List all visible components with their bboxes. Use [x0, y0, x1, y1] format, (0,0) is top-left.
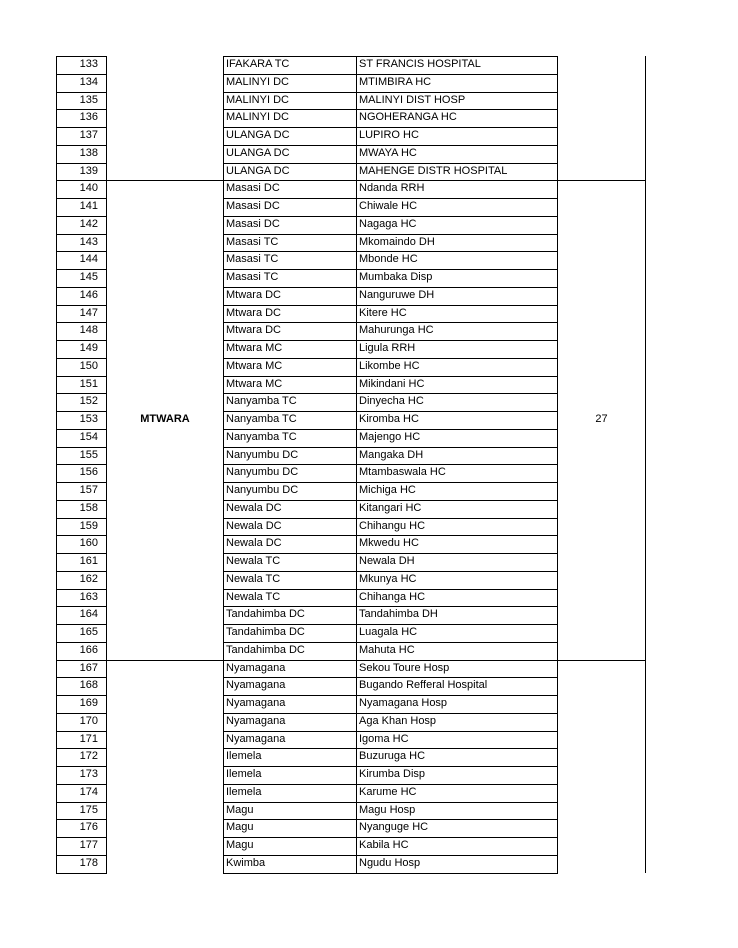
- facility-cell: Mahuta HC: [359, 643, 415, 656]
- facility-cell: Kitere HC: [359, 306, 407, 319]
- district-cell: Nyamagana: [226, 679, 286, 692]
- facility-cell: Majengo HC: [359, 430, 421, 443]
- row-number: 168: [79, 679, 98, 692]
- district-cell: Tandahimba DC: [226, 626, 305, 638]
- row-number: 158: [79, 501, 98, 514]
- row-number: 150: [79, 359, 98, 372]
- row-divider: [223, 873, 558, 874]
- district-cell: Masasi DC: [226, 182, 280, 195]
- district-cell: MALINYI DC: [226, 75, 289, 88]
- row-number: 172: [79, 750, 98, 763]
- district-cell: Nanyamba TC: [226, 413, 297, 425]
- row-number: 148: [79, 324, 98, 337]
- row-number: 151: [79, 377, 98, 390]
- facility-cell: Mumbaka Disp: [359, 271, 433, 283]
- facility-cell: Chihangu HC: [359, 519, 426, 532]
- group-divider: [106, 180, 223, 181]
- district-cell: Nyamagana: [226, 697, 286, 709]
- row-number: 139: [79, 164, 98, 177]
- row-number: 138: [79, 146, 98, 159]
- facility-cell: Buzuruga HC: [359, 750, 426, 763]
- row-number: 171: [79, 732, 98, 745]
- facility-cell: Mkomaindo DH: [359, 235, 435, 248]
- group-divider: [557, 660, 646, 661]
- facility-cell: MAHENGE DISTR HOSPITAL: [359, 164, 508, 177]
- facility-cell: Mtambaswala HC: [359, 466, 446, 479]
- row-number: 135: [79, 93, 98, 106]
- facility-cell: Kiromba HC: [359, 413, 419, 425]
- district-cell: Masasi TC: [226, 235, 279, 248]
- district-cell: Nanyumbu DC: [226, 466, 299, 479]
- district-cell: Kwimba: [226, 856, 266, 869]
- facility-cell: Nanguruwe DH: [359, 288, 435, 301]
- district-cell: Masasi TC: [226, 271, 279, 283]
- district-cell: Ilemela: [226, 785, 262, 798]
- facility-cell: Aga Khan Hosp: [359, 714, 437, 727]
- row-number: 153: [79, 413, 98, 425]
- count-right-line: [645, 56, 646, 873]
- district-cell: Nyamagana: [226, 714, 286, 727]
- district-cell: MALINYI DC: [226, 93, 289, 106]
- row-number: 152: [79, 395, 98, 408]
- facility-cell: Karume HC: [359, 785, 417, 798]
- facility-cell: Michiga HC: [359, 484, 416, 496]
- row-number: 146: [79, 288, 98, 301]
- district-cell: Newala DC: [226, 537, 282, 550]
- facility-cell: Luagala HC: [359, 626, 418, 638]
- row-number: 163: [79, 590, 98, 603]
- district-cell: ULANGA DC: [226, 129, 290, 141]
- row-number: 154: [79, 430, 98, 443]
- district-cell: Nanyumbu DC: [226, 484, 299, 496]
- facility-cell: Igoma HC: [359, 732, 409, 745]
- row-number: 162: [79, 572, 98, 585]
- facility-cell: Ligula RRH: [359, 342, 416, 354]
- row-number: 143: [79, 235, 98, 248]
- district-cell: Newala TC: [226, 590, 281, 603]
- row-number: 133: [79, 58, 98, 70]
- district-cell: Nyamagana: [226, 732, 286, 745]
- district-cell: Mtwara MC: [226, 359, 283, 372]
- district-cell: Newala DC: [226, 501, 282, 514]
- row-number: 140: [79, 182, 98, 195]
- row-number: 137: [79, 129, 98, 141]
- district-cell: Nanyumbu DC: [226, 448, 299, 461]
- district-cell: IFAKARA TC: [226, 58, 290, 70]
- district-cell: Nyamagana: [226, 661, 286, 674]
- district-cell: Newala DC: [226, 519, 282, 532]
- row-number: 145: [79, 271, 98, 283]
- facility-cell: Nyamagana Hosp: [359, 697, 448, 709]
- facility-cell: LUPIRO HC: [359, 129, 419, 141]
- row-number: 141: [79, 200, 98, 212]
- row-number: 170: [79, 714, 98, 727]
- facility-cell: Dinyecha HC: [359, 395, 424, 408]
- district-cell: Mtwara MC: [226, 377, 283, 390]
- group-divider: [557, 180, 646, 181]
- facility-cell: Mbonde HC: [359, 253, 418, 266]
- district-cell: Tandahimba DC: [226, 643, 305, 656]
- facility-cell: Mikindani HC: [359, 377, 425, 390]
- row-number: 149: [79, 342, 98, 354]
- facility-cell: Sekou Toure Hosp: [359, 661, 450, 674]
- row-number: 144: [79, 253, 98, 266]
- facility-cell: Chiwale HC: [359, 200, 418, 212]
- district-cell: Mtwara DC: [226, 324, 282, 337]
- district-cell: Magu: [226, 839, 254, 851]
- district-cell: Tandahimba DC: [226, 608, 305, 621]
- facility-count-cell: 27: [595, 412, 608, 425]
- facility-cell: Ndanda RRH: [359, 182, 425, 195]
- facility-cell: Nyanguge HC: [359, 821, 429, 834]
- facility-cell: Kirumba Disp: [359, 768, 426, 780]
- facility-cell: Nagaga HC: [359, 217, 417, 230]
- district-cell: Newala TC: [226, 555, 281, 567]
- district-cell: Masasi DC: [226, 217, 280, 230]
- row-number: 177: [79, 839, 98, 851]
- facility-cell: Magu Hosp: [359, 803, 416, 816]
- row-number: 159: [79, 519, 98, 532]
- row-number: 173: [79, 768, 98, 780]
- facility-cell: Bugando Refferal Hospital: [359, 679, 488, 692]
- row-number: 156: [79, 466, 98, 479]
- row-number: 165: [79, 626, 98, 638]
- row-number: 167: [79, 661, 98, 674]
- region-cell: MTWARA: [140, 412, 190, 425]
- row-number: 178: [79, 856, 98, 869]
- facility-cell: Chihanga HC: [359, 590, 426, 603]
- facility-cell: Mkwedu HC: [359, 537, 419, 550]
- facility-cell: Newala DH: [359, 555, 415, 567]
- district-cell: Newala TC: [226, 572, 281, 585]
- facility-cell: Kitangari HC: [359, 501, 422, 514]
- facility-cell: Kabila HC: [359, 839, 409, 851]
- facility-cell: Tandahimba DH: [359, 608, 438, 621]
- row-divider: [56, 873, 107, 874]
- district-cell: Mtwara MC: [226, 342, 283, 354]
- row-number: 169: [79, 697, 98, 709]
- district-cell: Masasi DC: [226, 200, 280, 212]
- row-number: 166: [79, 643, 98, 656]
- row-number: 147: [79, 306, 98, 319]
- row-number: 176: [79, 821, 98, 834]
- district-cell: MALINYI DC: [226, 111, 289, 124]
- row-number: 160: [79, 537, 98, 550]
- row-number: 142: [79, 217, 98, 230]
- row-number: 134: [79, 75, 98, 88]
- facility-cell: Ngudu Hosp: [359, 856, 421, 869]
- row-number: 157: [79, 484, 98, 496]
- facility-cell: Likombe HC: [359, 359, 420, 372]
- district-cell: Magu: [226, 821, 254, 834]
- district-cell: ULANGA DC: [226, 164, 290, 177]
- row-number: 155: [79, 448, 98, 461]
- district-cell: Ilemela: [226, 768, 262, 780]
- district-cell: Magu: [226, 803, 254, 816]
- row-number: 174: [79, 785, 98, 798]
- row-number: 161: [79, 555, 98, 567]
- facility-cell: Mahurunga HC: [359, 324, 434, 337]
- row-number: 175: [79, 803, 98, 816]
- district-cell: Ilemela: [226, 750, 262, 763]
- facility-cell: MALINYI DIST HOSP: [359, 93, 466, 106]
- district-cell: Mtwara DC: [226, 306, 282, 319]
- facility-cell: ST FRANCIS HOSPITAL: [359, 58, 481, 70]
- facility-cell: Mkunya HC: [359, 572, 417, 585]
- district-cell: Nanyamba TC: [226, 430, 297, 443]
- facility-cell: NGOHERANGA HC: [359, 111, 457, 124]
- group-divider: [106, 660, 223, 661]
- facility-cell: MWAYA HC: [359, 146, 417, 159]
- row-number: 136: [79, 111, 98, 124]
- facility-cell: Mangaka DH: [359, 448, 424, 461]
- district-cell: Nanyamba TC: [226, 395, 297, 408]
- district-cell: ULANGA DC: [226, 146, 290, 159]
- facility-cell: MTIMBIRA HC: [359, 75, 432, 88]
- row-number: 164: [79, 608, 98, 621]
- district-cell: Masasi TC: [226, 253, 279, 266]
- district-cell: Mtwara DC: [226, 288, 282, 301]
